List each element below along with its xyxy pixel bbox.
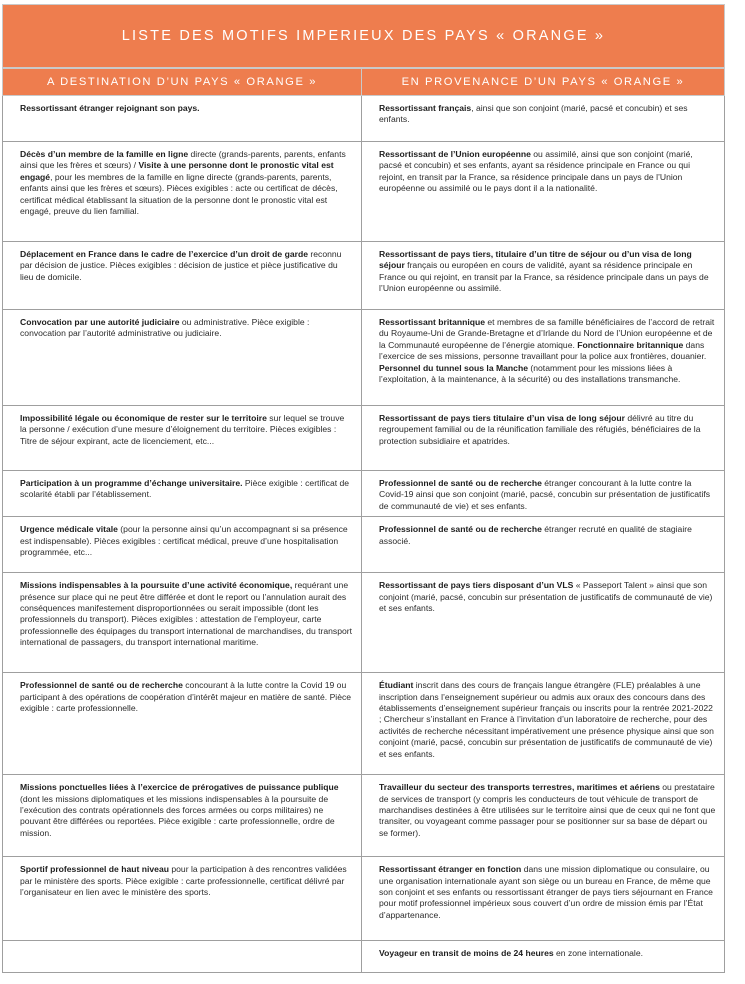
cell-provenance (362, 142, 725, 242)
table-header-row (3, 69, 725, 96)
cell-destination (3, 96, 362, 142)
bold-text: Ressortissant de pays tiers disposant d’un VLS (379, 580, 574, 591)
body-text: délivré au titre du regroupement familial ou de la réunification familiale des réfugiés, bénéficiaires de la protection subsidiaire et apatrides. (379, 413, 701, 446)
body-text: (pour la personne ainsi qu’un accompagnant si sa présence est indispensable). Pièces exigibles : certificat médical, preuve d’une hospitalisation programmée, etc... (20, 524, 348, 558)
bold-text: Professionnel de santé ou de recherche (20, 680, 183, 691)
body-text: et membres de sa famille bénéficiaires de l’accord de retrait du Royaume-Uni de Grande-Bretagne et d’Irlande du Nord de l’Union européenne et de la Communauté européenne de l’énergie atomique. (379, 317, 715, 350)
table-row (3, 310, 725, 406)
body-text: Pièce exigible : certificat de scolarité établi par l’établissement. (20, 478, 350, 500)
bold-text: Missions indispensables à la poursuite d’une activité économique, (20, 580, 293, 591)
bold-text: Visite à une personne dont le pronostic vital est engagé (20, 160, 334, 182)
page-title: LISTE DES MOTIFS IMPERIEUX DES PAYS « ORANGE » (2, 4, 725, 68)
bold-text: Fonctionnaire britannique (577, 339, 684, 350)
table-body (3, 96, 725, 973)
table-row (3, 673, 725, 775)
body-text: , pour les membres de la famille en ligne directe (grands-parents, parents, enfants ainsi que les frères et sœurs). Pièces exigibles : acte ou certificat de décès, certificat médical établissant la situation de la personne dont le pronostic vital est engagé, preuve du lien familial. (20, 171, 338, 217)
bold-text: Ressortissant étranger rejoignant son pays. (20, 103, 200, 113)
bold-text: Impossibilité légale ou économique de rester sur le territoire (20, 413, 267, 423)
table-row (3, 941, 725, 973)
bold-text: Urgence médicale vitale (20, 524, 118, 535)
bold-text: Sportif professionnel de haut niveau (20, 864, 169, 875)
bold-text: Décès d’un membre de la famille en ligne (20, 149, 189, 159)
cell-provenance (362, 96, 725, 142)
cell-provenance (362, 517, 725, 573)
cell-destination (3, 242, 362, 310)
bold-text: Travailleur du secteur des transports terrestres, maritimes et aériens (379, 782, 660, 793)
bold-text: Ressortissant de pays tiers titulaire d’un visa de long séjour (379, 413, 625, 423)
bold-text: Convocation par une autorité judiciaire (20, 317, 180, 327)
cell-provenance (362, 857, 725, 941)
bold-text: Ressortissant étranger en fonction (379, 864, 522, 875)
body-text: (notamment pour les missions liées à l’exploitation, à la maintenance, à la sécurité) ou des installations transmanche. (379, 362, 681, 385)
body-text: « Passeport Talent » ainsi que son conjoint (marié, pacsé, concubin sur présentation de justificatifs de communauté de vie) et ses enfants. (379, 580, 713, 614)
table-row (3, 517, 725, 573)
bold-text: Personnel du tunnel sous la Manche (379, 362, 528, 373)
body-text: reconnu par décision de justice. Pièces exigibles : décision de justice et pièce justificative du lieu de domicile. (20, 249, 342, 282)
cell-destination (3, 857, 362, 941)
bold-text: Professionnel de santé ou de recherche (379, 524, 542, 535)
cell-destination (3, 775, 362, 857)
cell-provenance (362, 471, 725, 517)
bold-text: Professionnel de santé ou de recherche (379, 478, 542, 488)
bold-text: Déplacement en France dans le cadre de l’exercice d’un droit de garde (20, 249, 308, 259)
motifs-table (2, 68, 725, 973)
body-text: inscrit dans des cours de français langue étrangère (FLE) préalables à une inscription dans l’enseignement supérieur ou admis aux oraux des concours dans des établissements d’enseignement supérieur français ou inscrits pour la rentrée 2021-2022 ; Chercheur s’installant en France à l’invitation d’un laboratoire de recherche, pour des activités de recherche nécessitant impérativement une présence physique ainsi que son conjoint (marié, pacsé, concubin sur présentation de justificatifs de communauté de vie) et ses enfants. (379, 680, 714, 759)
cell-destination (3, 471, 362, 517)
body-text: concourant à la lutte contre la Covid 19 ou participant à des opérations de coopération d’intérêt majeur en matière de santé. Pièce exigible : carte professionnelle. (20, 680, 352, 714)
cell-provenance (362, 406, 725, 471)
cell-provenance (362, 775, 725, 857)
cell-destination (3, 573, 362, 673)
cell-provenance (362, 941, 725, 973)
cell-provenance (362, 673, 725, 775)
table-row (3, 242, 725, 310)
table-row (3, 142, 725, 242)
table-row (3, 573, 725, 673)
body-text: étranger concourant à la lutte contre la Covid-19 ainsi que son conjoint (marié, pacsé, concubin sur présentation de justificatifs de communauté de vie) et ses enfants. (379, 478, 711, 511)
bold-text: Ressortissant français (379, 103, 472, 113)
body-text: dans une mission diplomatique ou consulaire, ou une organisation internationale ayant son siège ou un bureau en France, de même que son conjoint et ses enfants ou ressortissant étranger de pays tiers séjournant en France pour motif professionnel impérieux sous couvert d’un ordre de mission émis par l’État d’appartenance. (379, 864, 713, 920)
body-text: sur lequel se trouve la personne / exécution d’une mesure d’éloignement du territoire. Pièces exigibles : Titre de séjour expirant, acte de licenciement, etc... (20, 413, 345, 446)
body-text: (dont les missions diplomatiques et les missions indispensables à la poursuite de l’exécution des contrats opérationnels des forces armées ou corps militaires) ne pouvant être différées ou reportées. Pièce exigible : carte professionnelle, ordre de mission. (20, 793, 335, 838)
body-text: étranger recruté en qualité de stagiaire associé. (379, 524, 692, 546)
column-header-destination: A DESTINATION D’UN PAYS « ORANGE » (3, 69, 362, 96)
body-text: requérant une présence sur place qui ne peut être différée et dont le report ou l’annulation aurait des conséquences manifestement disproportionnées ou serait impossible (dont les professionnels du transport). Pièces exigibles : attestation de l’employeur, carte professionnelle des équipages du transport international de marchandises, du transport international de passagers, du transport international maritime. (20, 580, 353, 648)
body-text: ou assimilé, ainsi que son conjoint (marié, pacsé et concubin) et ses enfants, ayant sa résidence principale en France ou qui rejoint, en transit par la France, sa résidence principale dans un pays de l’Union européenne ou assimilé ou le pays dont il a la nationalité. (379, 149, 693, 194)
bold-text: Ressortissant de l’Union européenne (379, 149, 531, 159)
cell-destination (3, 406, 362, 471)
body-text: ou prestataire de services de transport (y compris les conducteurs de tout véhicule de transport de marchandises destinées à être utilisées sur le territoire ainsi que de ceux qui ne font que transiter, ou voyageant comme passager pour se positionner sur sa base de départ ou se former). (379, 782, 716, 838)
body-text: , ainsi que son conjoint (marié, pacsé et concubin) et ses enfants. (379, 103, 688, 125)
bold-text: Participation à un programme d’échange universitaire. (20, 478, 243, 488)
table-row (3, 471, 725, 517)
cell-destination (3, 142, 362, 242)
cell-destination (3, 673, 362, 775)
cell-destination (3, 941, 362, 973)
cell-provenance (362, 573, 725, 673)
bold-text: Ressortissant de pays tiers, titulaire d’un titre de séjour ou d’un visa de long séjour (379, 249, 692, 271)
table-row (3, 96, 725, 142)
bold-text: Ressortissant britannique (379, 317, 486, 327)
bold-text: Voyageur en transit de moins de 24 heures (379, 948, 554, 959)
body-text: pour la participation à des rencontres validées par le ministère des sports. Pièce exigible : carte professionnelle, certificat délivré par l’organisateur en lien avec le ministère des sports. (20, 864, 347, 898)
table-row (3, 775, 725, 857)
body-text: dans l’exercice de ses missions, personne travaillant pour la police aux frontières, douanier. (379, 339, 707, 362)
body-text: en zone internationale. (553, 948, 643, 959)
table-row (3, 406, 725, 471)
body-text: directe (grands-parents, parents, enfants ainsi que les frères et sœurs) / (20, 149, 346, 171)
column-header-provenance: EN PROVENANCE D’UN PAYS « ORANGE » (362, 69, 725, 96)
bold-text: Missions ponctuelles liées à l’exercice de prérogatives de puissance publique (20, 782, 339, 793)
body-text: ou administrative. Pièce exigible : convocation par l’autorité administrative ou judiciaire. (20, 317, 310, 339)
body-text: français ou européen en cours de validité, ayant sa résidence principale en France ou qui rejoint, en transit par la France, sa résidence principale dans un pays de l’Union européenne ou assimilé. (379, 260, 709, 294)
bold-text: Étudiant (379, 680, 414, 691)
table-row (3, 857, 725, 941)
cell-provenance (362, 242, 725, 310)
cell-destination (3, 517, 362, 573)
cell-destination (3, 310, 362, 406)
document-page (2, 4, 725, 973)
cell-provenance (362, 310, 725, 406)
